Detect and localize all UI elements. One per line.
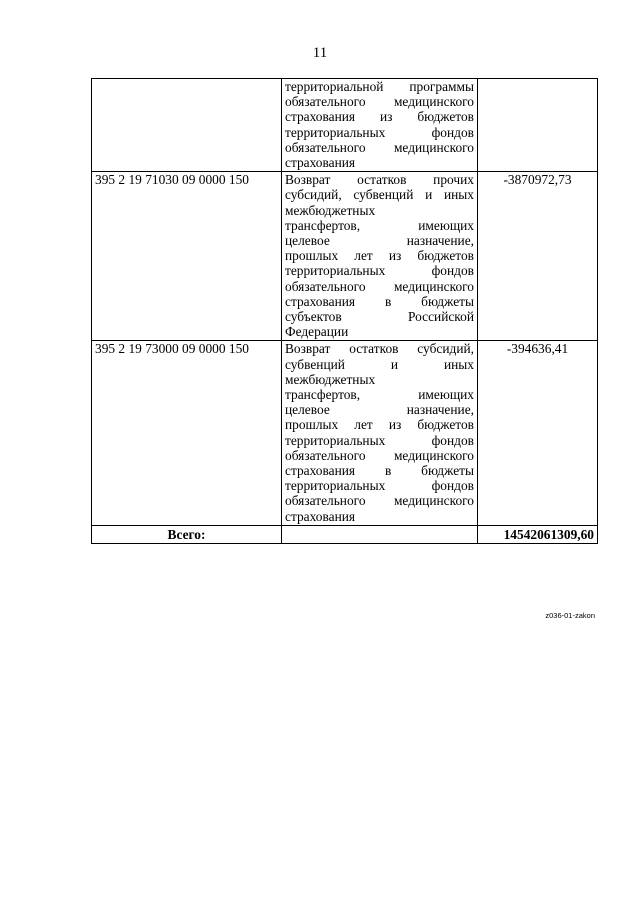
budget-code-cell: 395 2 19 71030 09 0000 150 xyxy=(92,172,282,341)
income-name-cell xyxy=(282,79,478,172)
income-name-line: обязательного медицинского xyxy=(285,447,474,463)
income-name-line: обязательного медицинского xyxy=(285,493,474,509)
income-name-cell xyxy=(282,341,478,525)
income-name-line: территориальных фондов xyxy=(285,478,474,494)
document-code: z036-01-zakon xyxy=(545,611,595,620)
income-name-line: обязательного медицинского xyxy=(285,278,474,294)
income-name-line: субсидий, субвенций и иных xyxy=(285,187,474,203)
income-name-line: прошлых лет из бюджетов xyxy=(285,417,474,433)
income-name-line: территориальных фондов xyxy=(285,124,474,140)
income-name-line: трансфертов, имеющих xyxy=(285,217,474,233)
income-name-line: Возврат остатков прочих xyxy=(285,172,474,188)
income-name-line: территориальной программы xyxy=(285,79,474,94)
income-name-line: территориальных фондов xyxy=(285,263,474,279)
budget-code-cell xyxy=(92,79,282,172)
income-name-line: страхования xyxy=(285,508,356,524)
income-name-line: межбюджетных xyxy=(285,202,376,218)
income-name-line: страхования xyxy=(285,155,356,171)
income-name-line: страхования в бюджеты xyxy=(285,463,474,479)
total-label: Всего: xyxy=(92,525,282,543)
income-name-line: обязательного медицинского xyxy=(285,139,474,155)
income-name-line: субвенций и иных xyxy=(285,356,474,372)
amount-cell: -394636,41 xyxy=(478,341,598,525)
table-row xyxy=(92,79,598,172)
amount-cell xyxy=(478,79,598,172)
income-name-line: страхования в бюджеты xyxy=(285,293,474,309)
table-row xyxy=(92,172,598,341)
income-name-line: территориальных фондов xyxy=(285,432,474,448)
total-row xyxy=(92,525,598,543)
budget-table xyxy=(91,78,598,544)
budget-code-cell: 395 2 19 73000 09 0000 150 xyxy=(92,341,282,525)
income-name-line: целевое назначение, xyxy=(285,402,474,418)
income-name-line: прошлых лет из бюджетов xyxy=(285,248,474,264)
amount-cell: -3870972,73 xyxy=(478,172,598,341)
income-name-line: субъектов Российской xyxy=(285,309,474,325)
page-number: 11 xyxy=(312,45,328,61)
income-name-line: трансфертов, имеющих xyxy=(285,387,474,403)
table-row xyxy=(92,341,598,525)
income-name-line: Возврат остатков субсидий, xyxy=(285,341,474,357)
income-name-line: обязательного медицинского xyxy=(285,94,474,110)
income-name-cell xyxy=(282,172,478,341)
total-amount: 14542061309,60 xyxy=(478,525,598,543)
income-name-line: Федерации xyxy=(285,324,349,340)
income-name-line: межбюджетных xyxy=(285,371,376,387)
table-body xyxy=(92,79,598,544)
income-name-line: целевое назначение, xyxy=(285,233,474,249)
income-name-line: страхования из бюджетов xyxy=(285,109,474,125)
total-empty-cell xyxy=(282,525,478,543)
